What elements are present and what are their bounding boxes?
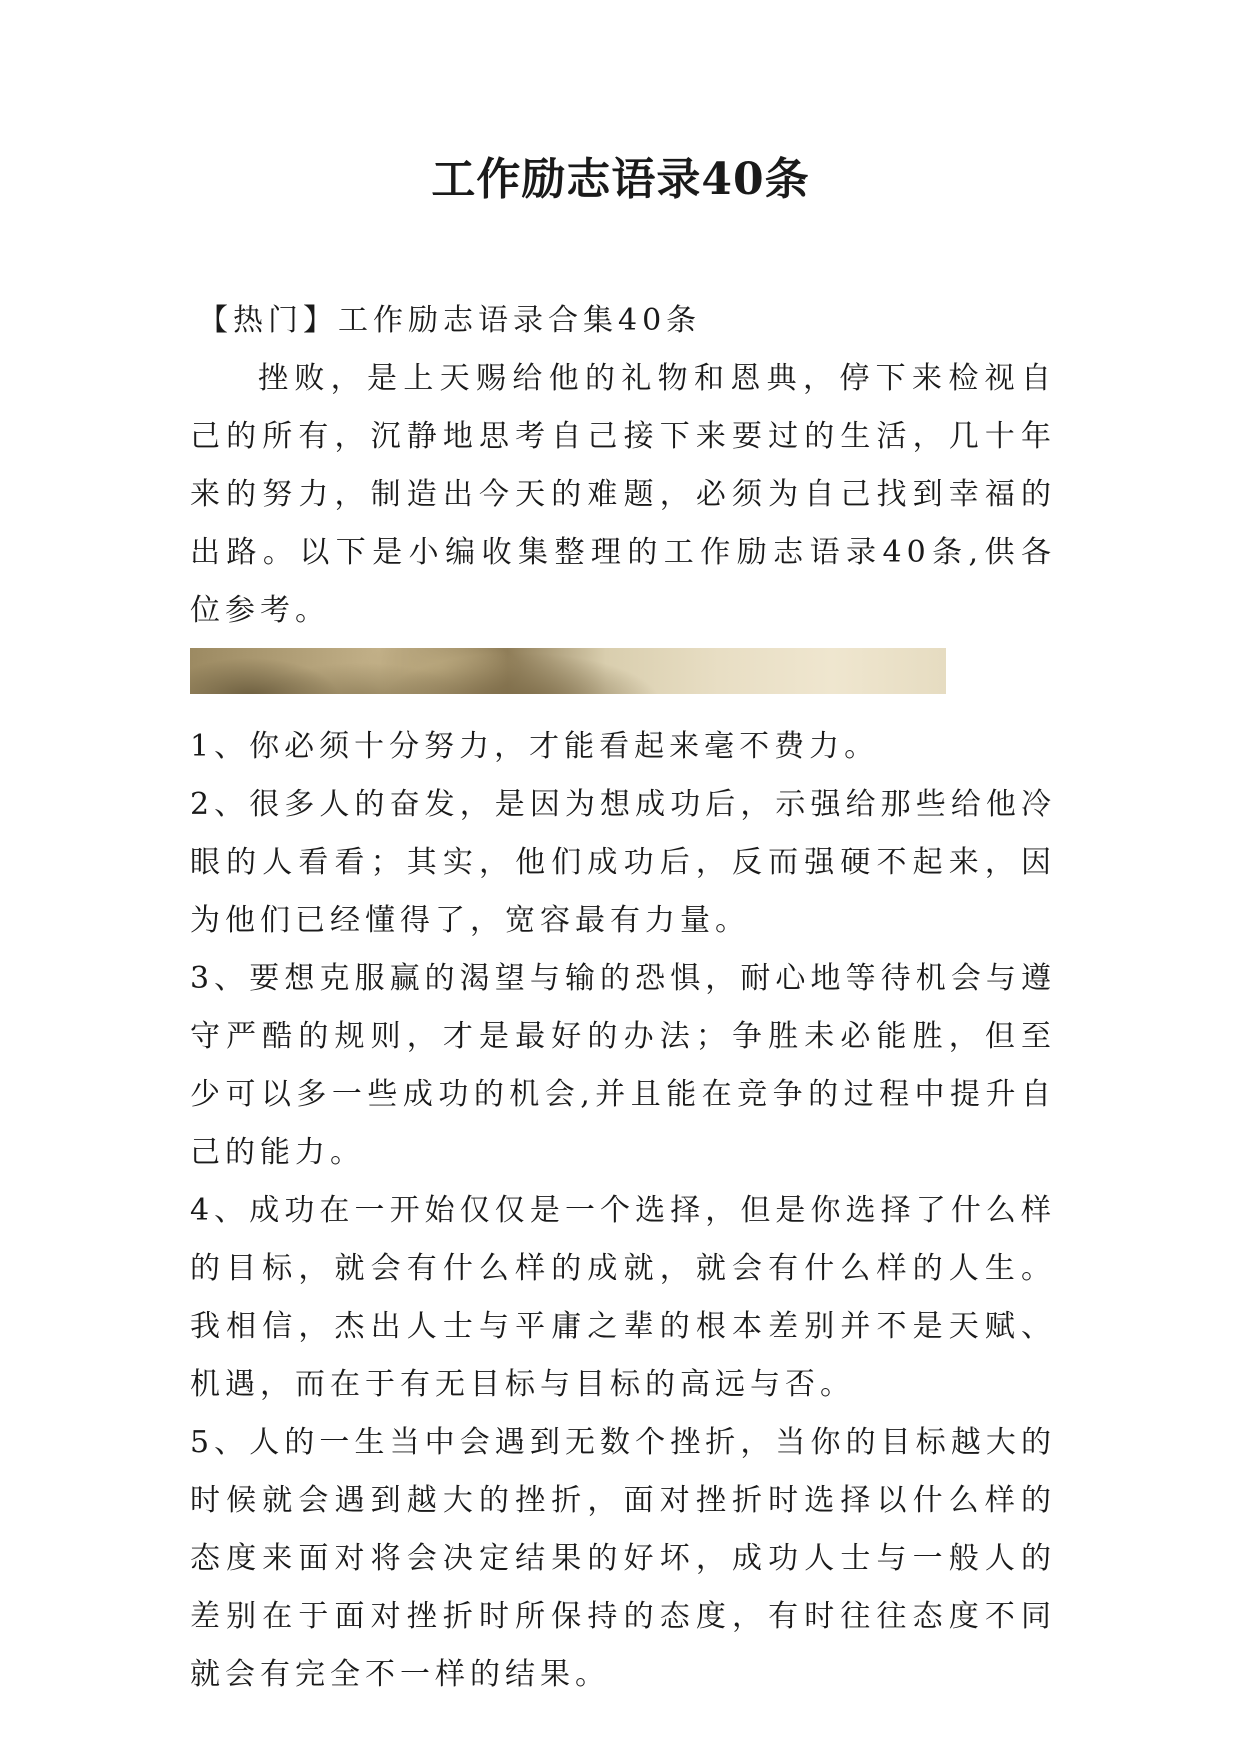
quote-item-1: 1、你必须十分努力，才能看起来毫不费力。 (190, 729, 880, 764)
quote-item-3: 3、要想克服赢的渴望与输的恐惧，耐心地等待机会与遵守严酷的规则，才是最好的办法；争胜未必能胜，但至少可以多一些成功的机会,并且能在竞争的过程中提升自己的能力。 (190, 961, 1056, 1170)
quote-item-5: 5、人的一生当中会遇到无数个挫折，当你的目标越大的时候就会遇到越大的挫折，面对挫折时选择以什么样的态度来面对将会决定结果的好坏，成功人士与一般人的差别在于面对挫折时所保持的态度，有时往往态度不同就会有完全不一样的结果。 (190, 1425, 1056, 1692)
document-body (190, 292, 1056, 1704)
banner-image (190, 648, 946, 694)
subheading: 【热门】工作励志语录合集40条 (198, 303, 702, 338)
intro-paragraph: 挫败，是上天赐给他的礼物和恩典，停下来检视自己的所有，沉静地思考自己接下来要过的生活，几十年来的努力，制造出今天的难题，必须为自己找到幸福的出路。以下是小编收集整理的工作励志语录40条,供各位参考。 (190, 361, 1056, 628)
quote-item-4: 4、成功在一开始仅仅是一个选择，但是你选择了什么样的目标，就会有什么样的成就，就会有什么样的人生。我相信，杰出人士与平庸之辈的根本差别并不是天赋、机遇，而在于有无目标与目标的高远与否。 (190, 1193, 1056, 1402)
quote-item-2: 2、很多人的奋发，是因为想成功后，示强给那些给他冷眼的人看看；其实，他们成功后，反而强硬不起来，因为他们已经懂得了，宽容最有力量。 (190, 787, 1056, 938)
document-title: 工作励志语录40条 (431, 154, 810, 205)
